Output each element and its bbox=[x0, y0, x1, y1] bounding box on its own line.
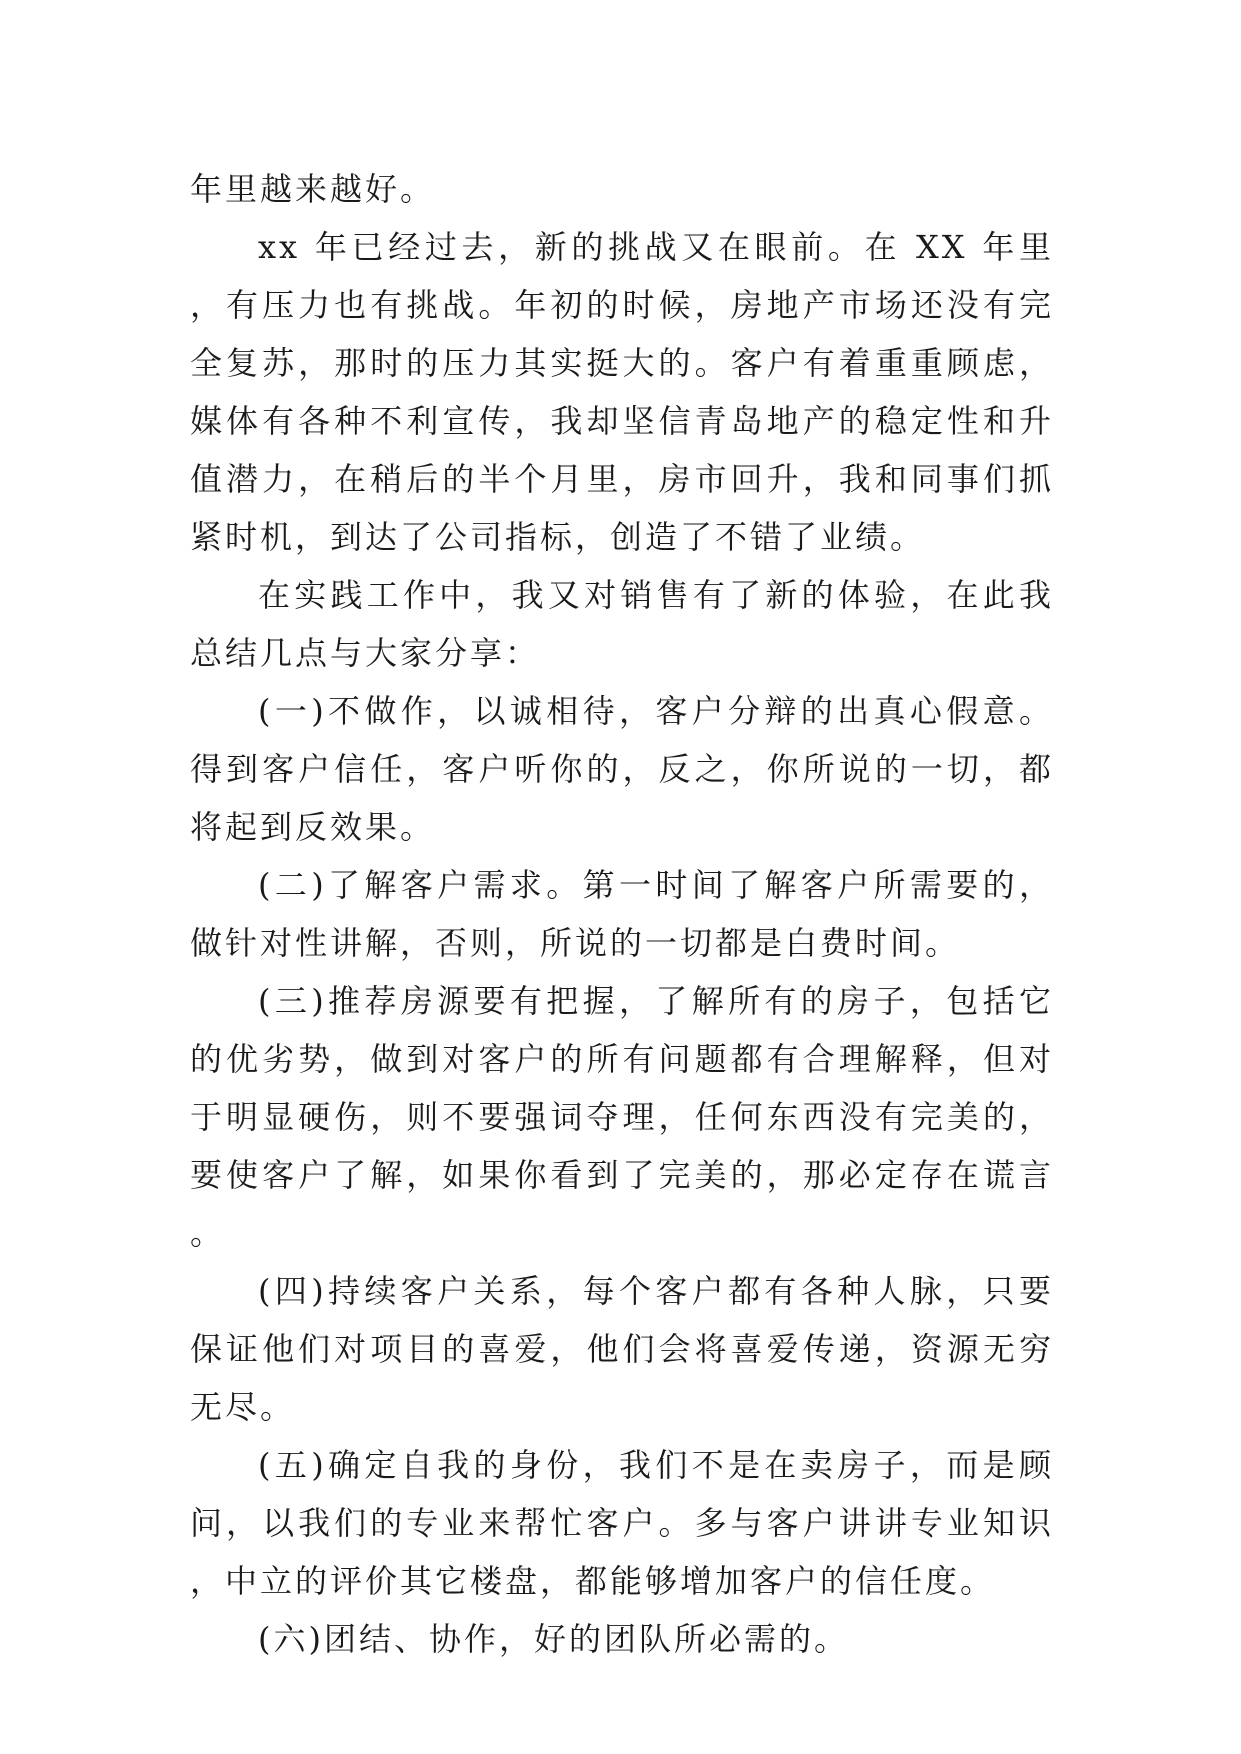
paragraph-experience-intro: 在实践工作中，我又对销售有了新的体验，在此我总结几点与大家分享： bbox=[190, 576, 1054, 672]
paragraph-point-1: (一)不做作，以诚相待，客户分辩的出真心假意。得到客户信任，客户听你的，反之，你所说的一切，都将起到反效果。 bbox=[190, 692, 1054, 846]
document-body bbox=[190, 160, 1054, 1668]
paragraph-point-5: (五)确定自我的身份，我们不是在卖房子，而是顾问，以我们的专业来帮忙客户。多与客户讲讲专业知识，中立的评价其它楼盘，都能够增加客户的信任度。 bbox=[190, 1446, 1054, 1600]
paragraph-continuation: 年里越来越好。 bbox=[190, 170, 436, 208]
paragraph-point-2: (二)了解客户需求。第一时间了解客户所需要的，做针对性讲解，否则，所说的一切都是白费时间。 bbox=[190, 866, 1054, 962]
paragraph-point-3: (三)推荐房源要有把握，了解所有的房子，包括它的优劣势，做到对客户的所有问题都有合理解释，但对于明显硬伤，则不要强词夺理，任何东西没有完美的，要使客户了解，如果你看到了完美的，那必定存在谎言。 bbox=[190, 982, 1054, 1252]
paragraph-year-review: xx 年已经过去，新的挑战又在眼前。在 XX 年里，有压力也有挑战。年初的时候，房地产市场还没有完全复苏，那时的压力其实挺大的。客户有着重重顾虑，媒体有各种不利宣传，我却坚信青岛地产的稳定性和升值潜力，在稍后的半个月里，房市回升，我和同事们抓紧时机，到达了公司指标，创造了不错了业绩。 bbox=[190, 228, 1054, 556]
paragraph-point-6: (六)团结、协作，好的团队所必需的。 bbox=[258, 1620, 849, 1658]
paragraph-point-4: (四)持续客户关系，每个客户都有各种人脉，只要保证他们对项目的喜爱，他们会将喜爱传递，资源无穷无尽。 bbox=[190, 1272, 1054, 1426]
